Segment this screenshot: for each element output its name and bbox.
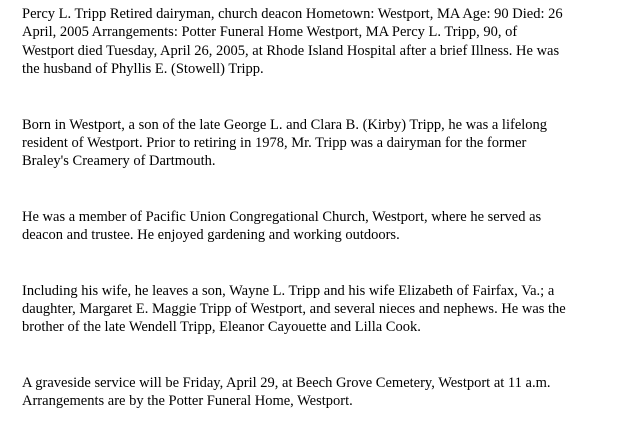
obituary-paragraph-service bbox=[22, 374, 612, 411]
text-line: Westport died Tuesday, April 26, 2005, at Rhode Island Hospital after a brief Illness. He was bbox=[22, 42, 560, 59]
text-line: daughter, Margaret E. Maggie Tripp of Westport, and several nieces and nephews. He was the bbox=[22, 301, 566, 318]
text-line: brother of the late Wendell Tripp, Eleanor Cayouette and Lilla Cook. bbox=[22, 319, 421, 336]
text-line: Including his wife, he leaves a son, Wayne L. Tripp and his wife Elizabeth of Fairfax, Va.; a bbox=[22, 282, 555, 299]
text-line: resident of Westport. Prior to retiring in 1978, Mr. Tripp was a dairyman for the former bbox=[22, 135, 527, 152]
obituary-paragraph-biography bbox=[22, 116, 612, 171]
text-line: Percy L. Tripp Retired dairyman, church deacon Hometown: Westport, MA Age: 90 Died: 26 bbox=[22, 6, 563, 22]
obituary-paragraph-header bbox=[22, 5, 612, 79]
text-line: A graveside service will be Friday, April 29, at Beech Grove Cemetery, Westport at 11 a.m. bbox=[22, 374, 551, 391]
text-line: April, 2005 Arrangements: Potter Funeral Home Westport, MA Percy L. Tripp, 90, of bbox=[22, 24, 518, 41]
text-line: Arrangements are by the Potter Funeral Home, Westport. bbox=[22, 393, 353, 410]
obituary-paragraph-church bbox=[22, 208, 612, 245]
text-line: Born in Westport, a son of the late George L. and Clara B. (Kirby) Tripp, he was a lifelong bbox=[22, 116, 548, 133]
text-line: Braley's Creamery of Dartmouth. bbox=[22, 153, 216, 170]
obituary-paragraph-survivors bbox=[22, 282, 612, 337]
text-line: He was a member of Pacific Union Congregational Church, Westport, where he served as bbox=[22, 208, 542, 225]
text-line: deacon and trustee. He enjoyed gardening and working outdoors. bbox=[22, 227, 400, 244]
obituary-document bbox=[22, 5, 612, 448]
text-line: the husband of Phyllis E. (Stowell) Tripp. bbox=[22, 61, 264, 78]
